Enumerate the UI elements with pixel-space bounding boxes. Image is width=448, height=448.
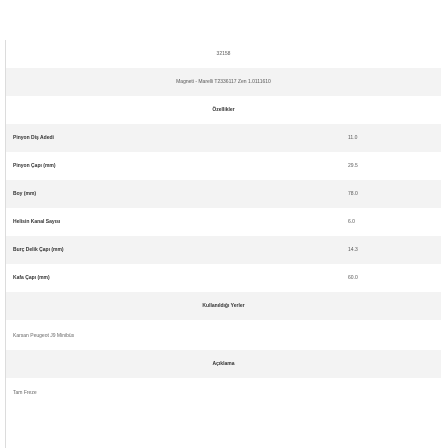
feature-value: 11.0 bbox=[348, 135, 358, 141]
product-description-row bbox=[6, 68, 441, 96]
product-description: Magneti - Marelli T2336117 Zen 1.0111610 bbox=[176, 79, 271, 85]
description-header-row bbox=[6, 350, 441, 378]
description-heading: Açıklama bbox=[212, 361, 235, 367]
usage-header-row bbox=[6, 292, 441, 320]
feature-value: 6.0 bbox=[348, 219, 355, 225]
product-code-row bbox=[6, 40, 441, 68]
features-header-row bbox=[6, 96, 441, 124]
usage-text: Karsan Peugeot J9 Minibüs bbox=[13, 333, 75, 339]
description-text: Tam Freze bbox=[13, 390, 37, 396]
feature-label: Boy (mm) bbox=[13, 191, 37, 197]
feature-row bbox=[6, 264, 441, 292]
description-row bbox=[6, 378, 441, 408]
feature-row bbox=[6, 152, 441, 180]
feature-row bbox=[6, 236, 441, 264]
feature-label: Pinyon Çapı (mm) bbox=[13, 163, 56, 169]
usage-heading: Kullanıldığı Yerler bbox=[202, 303, 245, 309]
feature-label: Burç Delik Çapı (mm) bbox=[13, 247, 64, 253]
feature-row bbox=[6, 208, 441, 236]
usage-row bbox=[6, 320, 441, 350]
feature-value: 14.3 bbox=[348, 247, 358, 253]
feature-value: 60.0 bbox=[348, 275, 358, 281]
feature-row bbox=[6, 124, 441, 152]
feature-label: Kafa Çapı (mm) bbox=[13, 275, 50, 281]
feature-value: 29.5 bbox=[348, 163, 358, 169]
product-code: 32158 bbox=[216, 51, 231, 57]
feature-value: 78.0 bbox=[348, 191, 358, 197]
feature-label: Pinyon Diş Adedi bbox=[13, 135, 54, 141]
feature-row bbox=[6, 180, 441, 208]
feature-label: Helisin Kanal Sayısı bbox=[13, 219, 61, 225]
features-heading: Özellikler bbox=[212, 107, 235, 113]
